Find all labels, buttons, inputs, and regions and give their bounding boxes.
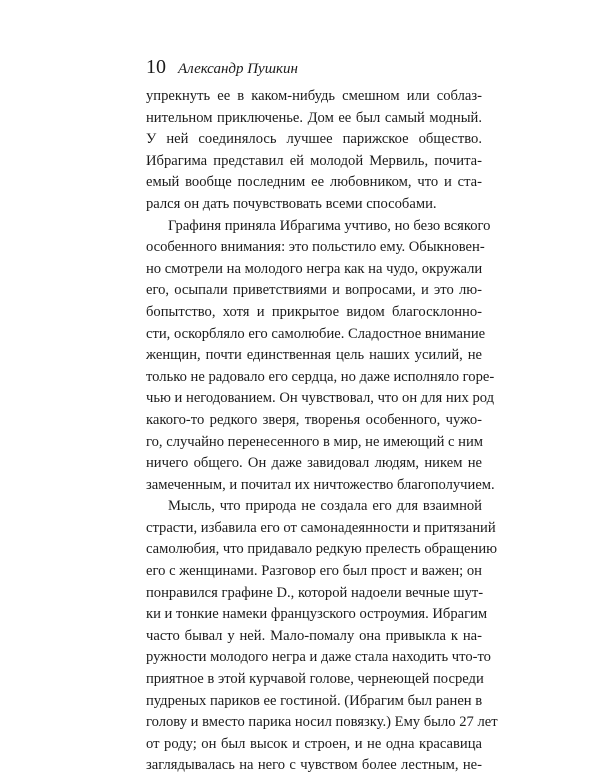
text-line: емый вообще последним ее любовником, что и ста- <box>146 174 482 191</box>
text-line: У ней соединялось лучшее парижское общество. <box>146 131 482 148</box>
text-line: страсти, избавила его от самонадеянности и притязаний <box>146 519 496 536</box>
text-line: его с женщинами. Разговор его был прост и важен; он <box>146 563 482 580</box>
book-page <box>146 52 498 777</box>
text-line: Ибрагима представил ей молодой Мервиль, почита- <box>146 152 482 169</box>
text-line: его, осыпали приветствиями и вопросами, и это лю- <box>146 282 482 299</box>
text-line: голову и вместо парика носил повязку.) Ему было 27 лет <box>146 714 498 731</box>
text-line: понравился графине D., которой надоели вечные шут- <box>146 584 484 601</box>
running-head-author: Александр Пушкин <box>178 61 298 77</box>
text-line: го, случайно перенесенного в мир, не имеющий с ним <box>146 433 484 450</box>
text-line: Мысль, что природа не создала его для взаимной <box>168 498 482 515</box>
text-line: но смотрели на молодого негра как на чудо, окружали <box>146 260 483 277</box>
text-line: бопытство, хотя и прикрытое видом благосклонно- <box>146 303 482 320</box>
text-line: сти, оскорбляло его самолюбие. Сладостное внимание <box>146 325 486 342</box>
text-line: ружности молодого негра и даже стала находить что-то <box>146 649 491 666</box>
text-line: особенного внимания: это польстило ему. Обыкновен- <box>146 239 485 256</box>
text-line: заглядывалась на него с чувством более лестным, не- <box>146 757 482 774</box>
text-line: Графиня приняла Ибрагима учтиво, но безо всякого <box>168 217 491 234</box>
body-text <box>146 86 498 777</box>
text-line: какого-то редкого зверя, творенья особенного, чужо- <box>146 411 482 428</box>
text-line: замеченным, и почитал их ничтожество благополучием. <box>146 476 495 493</box>
text-line: упрекнуть ее в каком-нибудь смешном или соблаз- <box>146 88 482 104</box>
text-line: самолюбия, что придавало редкую прелесть обращению <box>146 541 498 558</box>
text-line: приятное в этой курчавой голове, чернеющей посреди <box>146 671 484 688</box>
page-number: 10 <box>146 56 166 78</box>
text-line: от роду; он был высок и строен, и не одна красавица <box>146 735 482 752</box>
text-line: рался он дать почувствовать всеми способами. <box>146 195 437 212</box>
text-line: ничего общего. Он даже завидовал людям, никем не <box>146 455 482 472</box>
text-line: пудреных париков ее гостиной. (Ибрагим был ранен в <box>146 692 483 709</box>
text-line: часто бывал у ней. Мало-помалу она привыкла к на- <box>146 627 482 644</box>
text-line: только не радовало его сердца, но даже исполняло горе- <box>146 368 495 385</box>
running-head <box>146 52 482 86</box>
text-line: нительном приключенье. Дом ее был самый модный. <box>146 109 482 126</box>
text-line: ки и тонкие намеки французского остроумия. Ибрагим <box>146 606 488 623</box>
text-line: чью и негодованием. Он чувствовал, что он для них род <box>146 390 495 407</box>
text-line: женщин, почти единственная цель наших усилий, не <box>146 347 482 364</box>
